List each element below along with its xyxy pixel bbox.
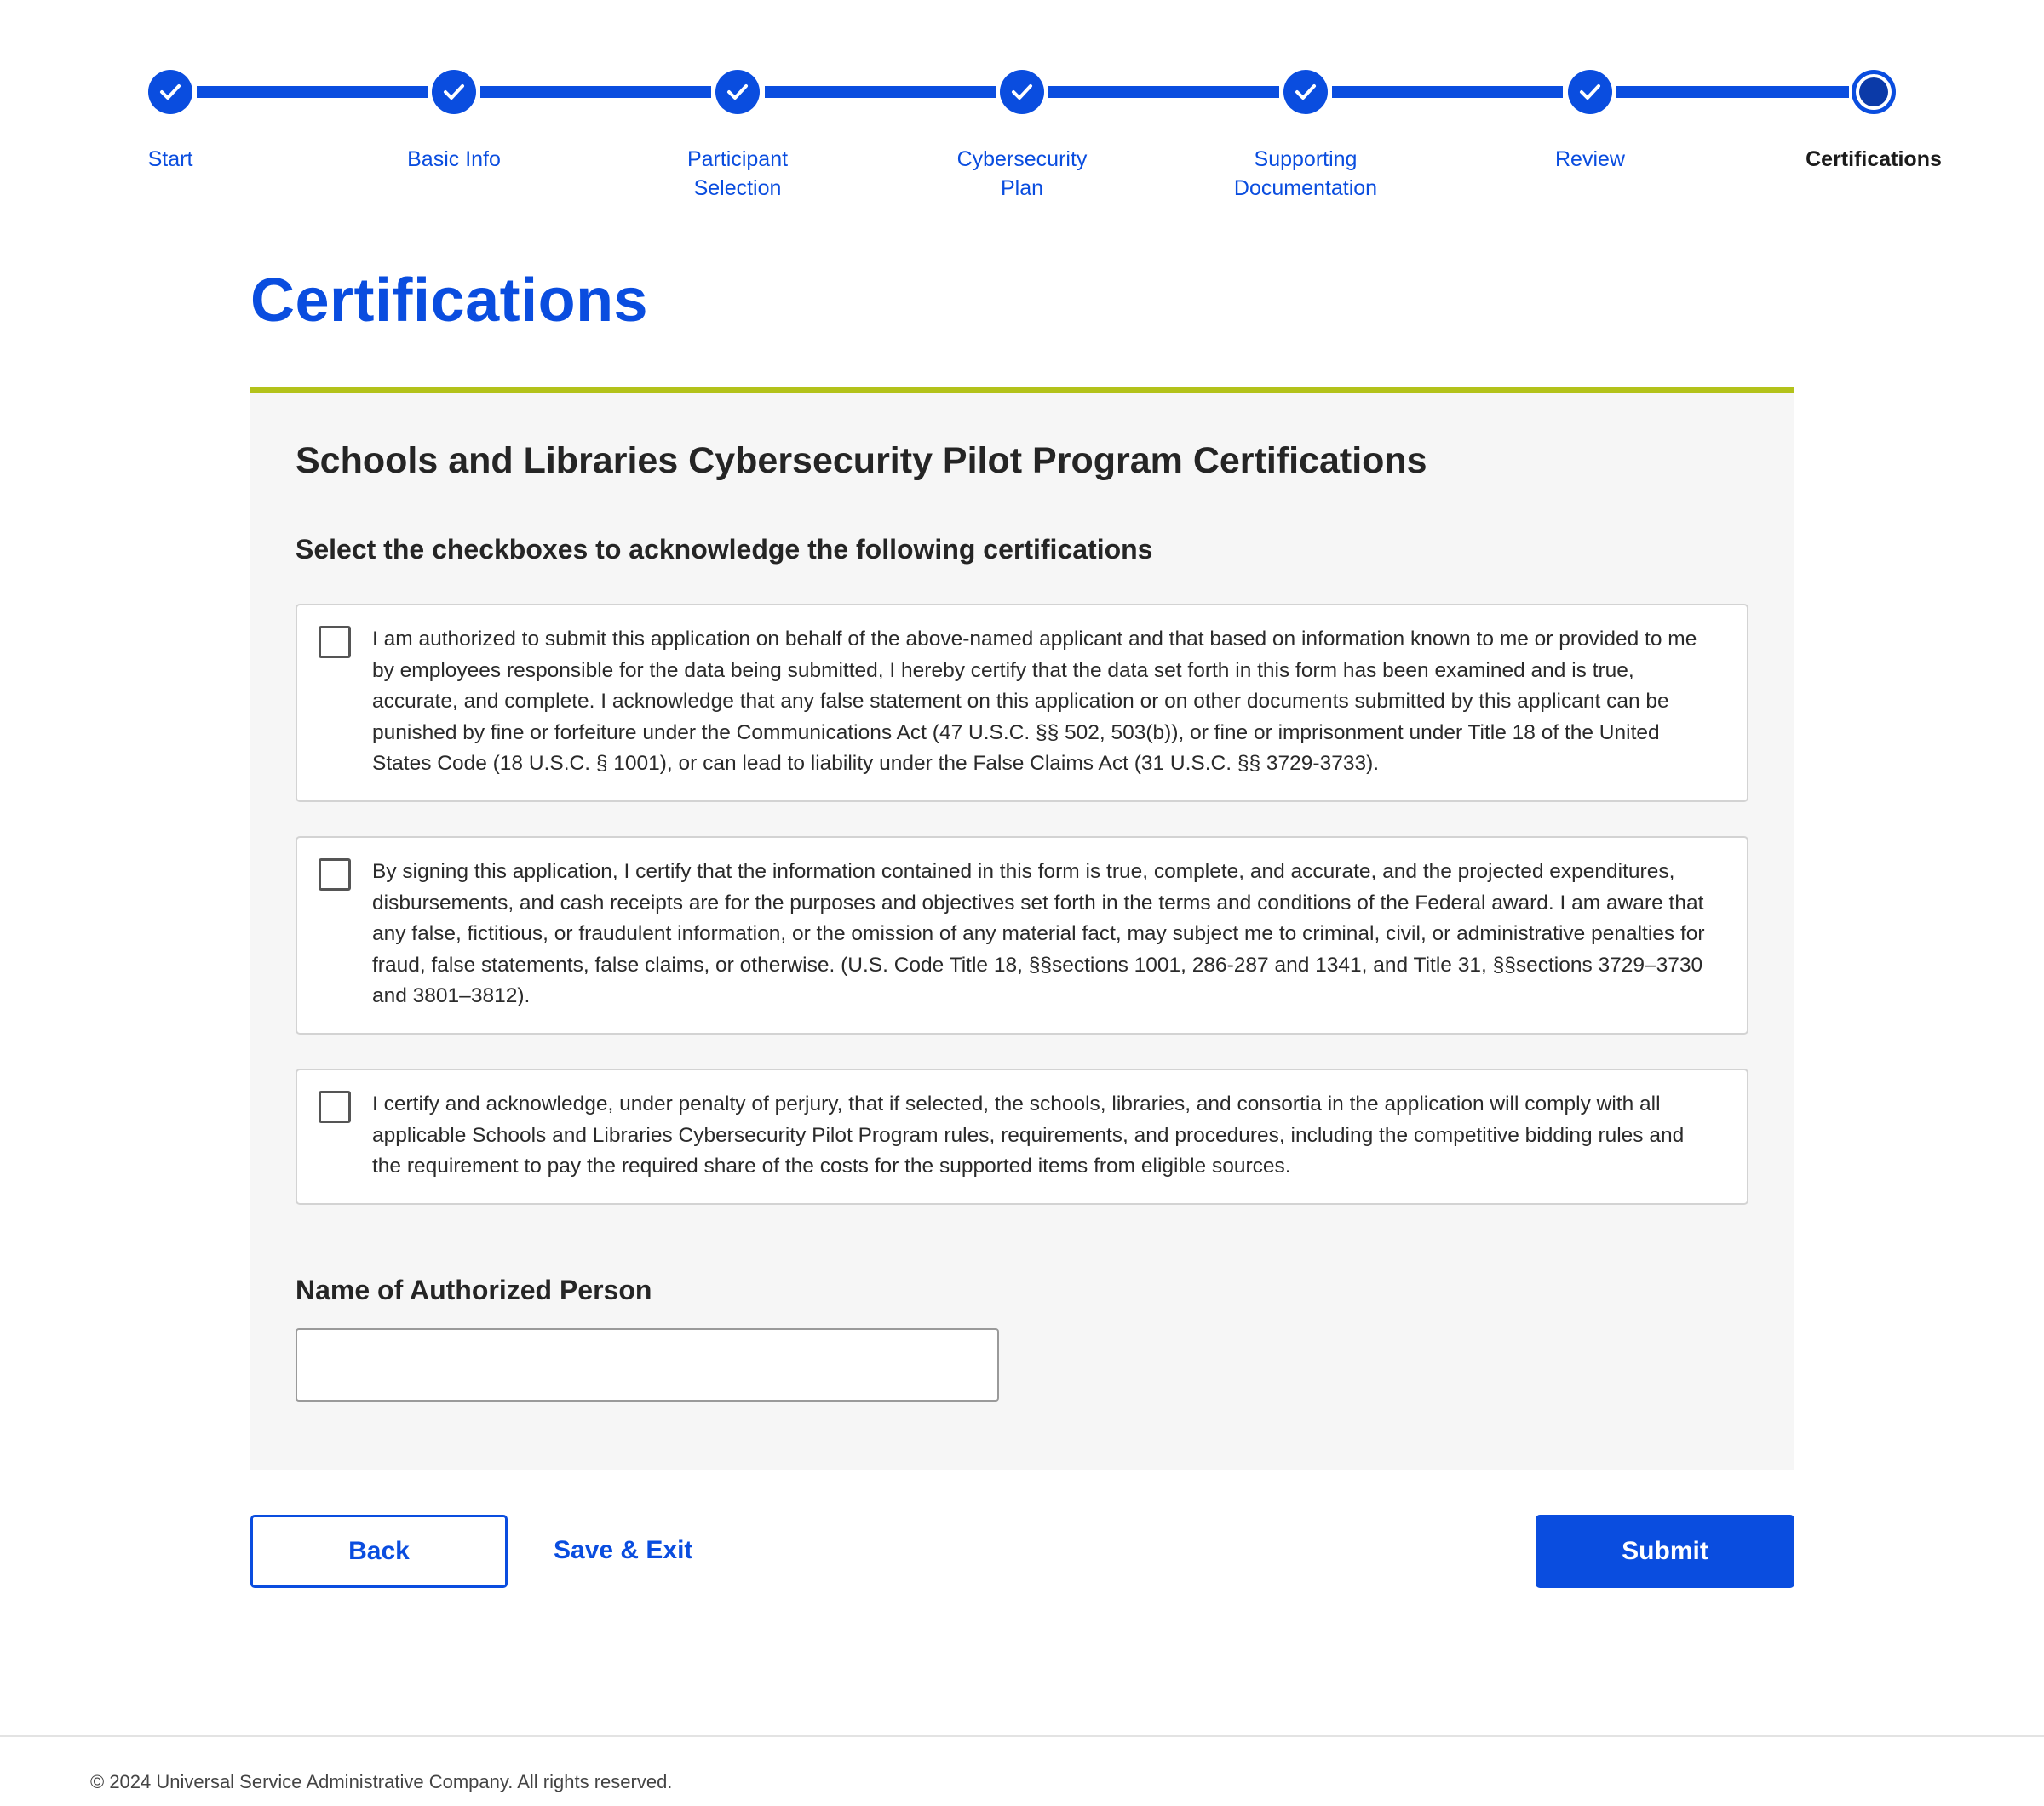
footer-copyright: © 2024 Universal Service Administrative Company. All rights reserved. — [90, 1771, 673, 1792]
step-connector — [1616, 86, 1849, 98]
checkmark-icon — [1011, 83, 1033, 100]
step-label-review[interactable]: Review — [1555, 147, 1625, 171]
step-label-participant-selection[interactable]: Participant Selection — [686, 147, 789, 200]
certification-checkbox-1[interactable] — [319, 626, 351, 658]
certification-item-1 — [296, 604, 1748, 802]
panel-instructions: Select the checkboxes to acknowledge the following certifications — [296, 534, 1153, 565]
step-certifications-current-icon — [1852, 70, 1896, 114]
certification-text-2: By signing this application, I certify that the information contained in this form is true, complete, and accurate, and the projected expenditures, disbursements, and cash receipts are for the purposes and objectives set forth in the terms and conditions of the Federal award. I am aware that any false, fictitious, or fraudulent information, or the omission of any material fact, may subject me to criminal, civil, or administrative penalties for fraud, false statements, false claims, or otherwise. (U.S. Code Title 18, §§sections 1001, 286-287 and 1341, and Title 31, §§sections 3729–3730 and 3801–3812). — [372, 860, 1705, 1008]
certification-item-3 — [296, 1069, 1748, 1205]
checkmark-icon — [1579, 83, 1601, 100]
checkmark-icon — [159, 83, 181, 100]
step-label-start[interactable]: Start — [147, 147, 193, 171]
step-label-certifications: Certifications — [1806, 147, 1942, 171]
authorized-person-name-input[interactable] — [296, 1328, 999, 1402]
authorized-person-label: Name of Authorized Person — [296, 1275, 652, 1305]
step-label-basic-info[interactable]: Basic Info — [407, 147, 501, 171]
step-connector — [1048, 86, 1279, 98]
footer-divider — [0, 1735, 2044, 1737]
certification-checkbox-2[interactable] — [319, 858, 351, 891]
step-label-cybersecurity-plan[interactable]: Cybersecurity Plan — [956, 147, 1088, 200]
step-participant-selection-complete-icon[interactable] — [715, 70, 760, 114]
progress-stepper — [0, 0, 2044, 221]
checkmark-icon — [443, 83, 465, 100]
panel-heading: Schools and Libraries Cybersecurity Pilot Program Certifications — [296, 440, 1427, 481]
step-cybersecurity-plan-complete-icon[interactable] — [1000, 70, 1044, 114]
checkmark-icon — [1295, 83, 1317, 100]
step-connector — [480, 86, 711, 98]
certification-item-2 — [296, 836, 1748, 1035]
step-label-supporting-documentation[interactable]: Supporting Documentation — [1233, 147, 1378, 200]
submit-button[interactable]: Submit — [1536, 1515, 1794, 1588]
step-start-complete-icon[interactable] — [148, 70, 192, 114]
certifications-panel — [250, 387, 1794, 1470]
step-review-complete-icon[interactable] — [1568, 70, 1612, 114]
step-connector — [1332, 86, 1563, 98]
save-and-exit-link[interactable]: Save & Exit — [554, 1536, 693, 1564]
current-step-dot-icon — [1859, 77, 1888, 106]
step-connector — [765, 86, 996, 98]
step-basic-info-complete-icon[interactable] — [432, 70, 476, 114]
step-connector — [197, 86, 428, 98]
certification-text-3: I certify and acknowledge, under penalty of perjury, that if selected, the schools, libraries, and consortia in the application will comply with all applicable Schools and Libraries Cybersecurity Pilot Program rules, requirements, and procedures, including the competitive bidding rules and the requirement to pay the required share of the costs for the supported items from eligible sources. — [372, 1092, 1685, 1178]
page-title: Certifications — [250, 267, 649, 335]
certification-checkbox-3[interactable] — [319, 1091, 351, 1123]
step-supporting-documentation-complete-icon[interactable] — [1283, 70, 1328, 114]
checkmark-icon — [726, 83, 749, 100]
certification-text-1: I am authorized to submit this application on behalf of the above-named applicant and that based on information known to me or provided to me by employees responsible for the data being submitted, I hereby certify that the data set forth in this form has been examined and is true, accurate, and complete. I acknowledge that any false statement on this application or on other documents submitted by this applicant can be punished by fine or forfeiture under the Communications Act (47 U.S.C. §§ 502, 503(b)), or fine or imprisonment under Title 18 of the United States Code (18 U.S.C. § 1001), or can lead to liability under the False Claims Act (31 U.S.C. §§ 3729-3733). — [372, 628, 1697, 776]
back-button[interactable]: Back — [250, 1515, 508, 1588]
